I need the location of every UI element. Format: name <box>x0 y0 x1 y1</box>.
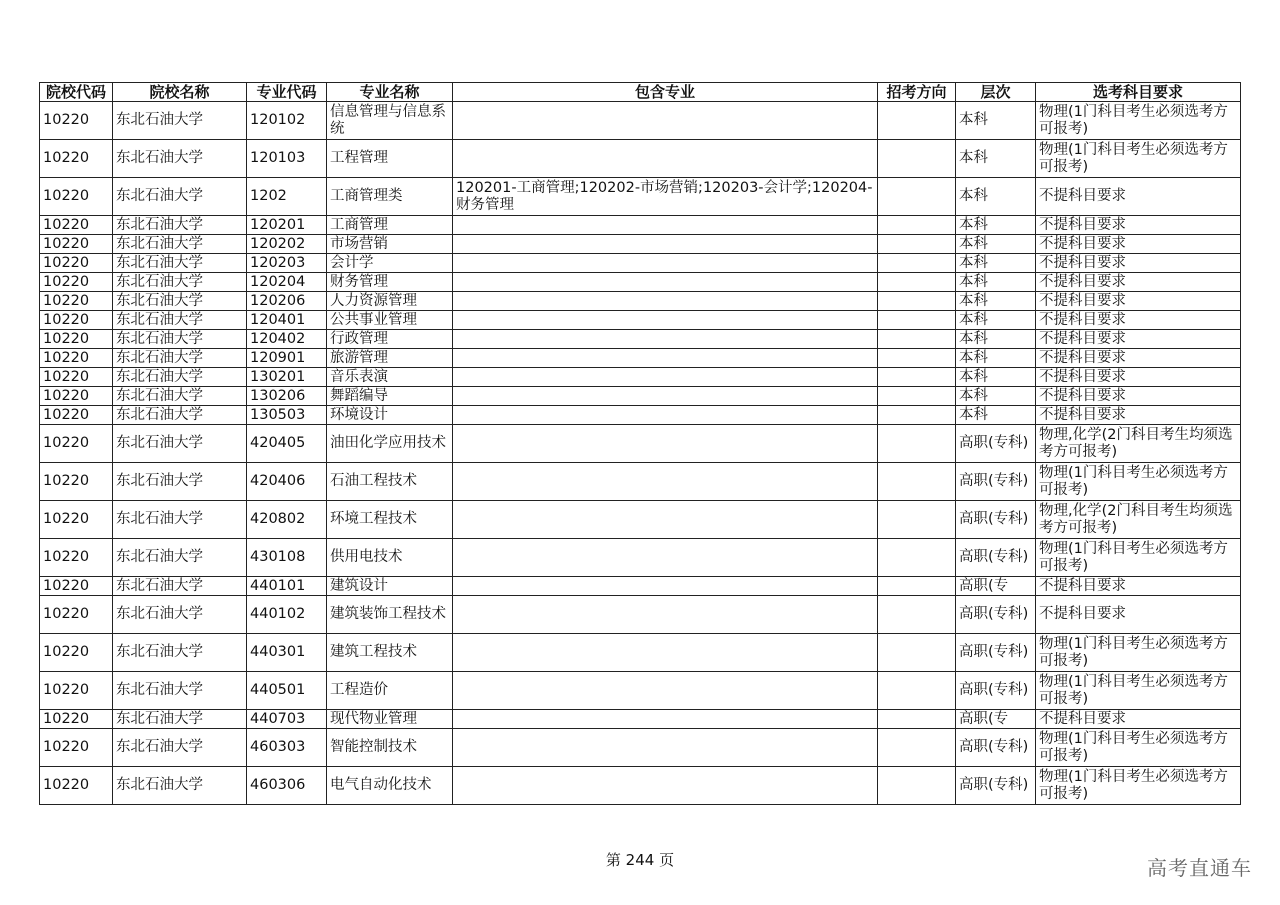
table-cell: 东北石油大学 <box>113 767 247 805</box>
table-cell: 120203 <box>247 254 327 273</box>
table-cell: 高职(专科) <box>956 539 1036 577</box>
table-cell: 东北石油大学 <box>113 463 247 501</box>
table-cell <box>878 292 956 311</box>
table-cell <box>453 235 878 254</box>
table-cell: 10220 <box>40 273 113 292</box>
table-cell <box>453 729 878 767</box>
table-cell: 1202 <box>247 178 327 216</box>
table-cell: 不提科目要求 <box>1036 216 1241 235</box>
table-cell: 不提科目要求 <box>1036 577 1241 596</box>
table-cell: 现代物业管理 <box>327 710 453 729</box>
table-cell <box>453 539 878 577</box>
table-cell <box>453 349 878 368</box>
table-cell: 130503 <box>247 406 327 425</box>
table-cell: 高职(专科) <box>956 596 1036 634</box>
table-cell: 建筑设计 <box>327 577 453 596</box>
table-cell: 会计学 <box>327 254 453 273</box>
table-cell: 高职(专 <box>956 577 1036 596</box>
table-cell <box>878 216 956 235</box>
table-cell: 人力资源管理 <box>327 292 453 311</box>
table-cell: 物理(1门科目考生必须选考方可报考) <box>1036 767 1241 805</box>
table-cell: 物理(1门科目考生必须选考方可报考) <box>1036 463 1241 501</box>
table-cell: 10220 <box>40 406 113 425</box>
table-cell <box>453 140 878 178</box>
table-cell: 10220 <box>40 235 113 254</box>
table-cell: 市场营销 <box>327 235 453 254</box>
table-cell: 音乐表演 <box>327 368 453 387</box>
table-cell: 不提科目要求 <box>1036 178 1241 216</box>
table-cell: 东北石油大学 <box>113 178 247 216</box>
table-cell: 不提科目要求 <box>1036 273 1241 292</box>
table-cell: 东北石油大学 <box>113 387 247 406</box>
table-cell: 本科 <box>956 406 1036 425</box>
table-cell <box>878 140 956 178</box>
table-cell <box>878 273 956 292</box>
table-row <box>40 330 1241 349</box>
table-cell <box>453 577 878 596</box>
table-cell: 10220 <box>40 387 113 406</box>
table-cell: 10220 <box>40 368 113 387</box>
table-cell: 本科 <box>956 216 1036 235</box>
table-cell <box>453 406 878 425</box>
table-cell: 建筑工程技术 <box>327 634 453 672</box>
table-cell: 10220 <box>40 292 113 311</box>
table-cell: 10220 <box>40 349 113 368</box>
table-cell: 10220 <box>40 729 113 767</box>
table-cell <box>878 254 956 273</box>
table-cell <box>453 501 878 539</box>
table-cell: 东北石油大学 <box>113 235 247 254</box>
table-cell: 东北石油大学 <box>113 672 247 710</box>
table-cell: 东北石油大学 <box>113 634 247 672</box>
table-cell: 不提科目要求 <box>1036 368 1241 387</box>
table-cell: 东北石油大学 <box>113 710 247 729</box>
table-cell: 高职(专科) <box>956 767 1036 805</box>
table-row <box>40 539 1241 577</box>
table-cell: 本科 <box>956 330 1036 349</box>
table-cell: 10220 <box>40 710 113 729</box>
table-cell: 本科 <box>956 387 1036 406</box>
table-cell: 130201 <box>247 368 327 387</box>
table-body <box>40 102 1241 805</box>
table-cell <box>878 729 956 767</box>
table-row <box>40 463 1241 501</box>
table-cell: 东北石油大学 <box>113 330 247 349</box>
table-cell: 工商管理 <box>327 216 453 235</box>
table-row <box>40 178 1241 216</box>
table-cell: 440301 <box>247 634 327 672</box>
table-cell: 东北石油大学 <box>113 140 247 178</box>
column-header: 专业代码 <box>247 83 327 102</box>
table-cell: 东北石油大学 <box>113 596 247 634</box>
table-cell: 10220 <box>40 254 113 273</box>
table-cell: 440102 <box>247 596 327 634</box>
table-row <box>40 235 1241 254</box>
table-cell: 东北石油大学 <box>113 729 247 767</box>
table-cell: 120204 <box>247 273 327 292</box>
table-cell <box>453 102 878 140</box>
table-cell: 信息管理与信息系统 <box>327 102 453 140</box>
table-cell: 10220 <box>40 425 113 463</box>
table-row <box>40 102 1241 140</box>
table-cell <box>453 292 878 311</box>
table-cell: 建筑装饰工程技术 <box>327 596 453 634</box>
table-cell: 120202 <box>247 235 327 254</box>
table-cell: 物理(1门科目考生必须选考方可报考) <box>1036 539 1241 577</box>
column-header: 包含专业 <box>453 83 878 102</box>
table-cell: 不提科目要求 <box>1036 254 1241 273</box>
table-cell: 本科 <box>956 140 1036 178</box>
table-cell <box>453 634 878 672</box>
table-cell <box>878 672 956 710</box>
table-cell: 物理,化学(2门科目考生均须选考方可报考) <box>1036 425 1241 463</box>
table-cell: 10220 <box>40 767 113 805</box>
table-cell <box>878 178 956 216</box>
table-cell: 物理(1门科目考生必须选考方可报考) <box>1036 102 1241 140</box>
enrollment-table <box>39 82 1241 805</box>
table-cell: 不提科目要求 <box>1036 710 1241 729</box>
table-cell: 10220 <box>40 463 113 501</box>
table-cell: 本科 <box>956 349 1036 368</box>
table-row <box>40 634 1241 672</box>
table-row <box>40 311 1241 330</box>
table-cell: 不提科目要求 <box>1036 292 1241 311</box>
table-cell: 420802 <box>247 501 327 539</box>
table-cell: 高职(专科) <box>956 634 1036 672</box>
column-header: 层次 <box>956 83 1036 102</box>
table-cell: 供用电技术 <box>327 539 453 577</box>
table-cell: 舞蹈编导 <box>327 387 453 406</box>
table-cell: 10220 <box>40 102 113 140</box>
table-cell <box>878 710 956 729</box>
table-cell <box>878 425 956 463</box>
watermark-text: 高考直通车 <box>1147 856 1252 880</box>
table-cell: 本科 <box>956 273 1036 292</box>
table-cell <box>878 634 956 672</box>
table-row <box>40 577 1241 596</box>
table-cell: 工商管理类 <box>327 178 453 216</box>
table-row <box>40 406 1241 425</box>
table-cell: 120103 <box>247 140 327 178</box>
table-row <box>40 596 1241 634</box>
table-cell <box>453 672 878 710</box>
table-cell: 旅游管理 <box>327 349 453 368</box>
table-cell <box>878 463 956 501</box>
table-cell: 10220 <box>40 672 113 710</box>
table-cell <box>878 330 956 349</box>
table-cell: 高职(专科) <box>956 672 1036 710</box>
column-header: 招考方向 <box>878 83 956 102</box>
table-cell <box>453 710 878 729</box>
table-cell <box>453 254 878 273</box>
column-header: 院校名称 <box>113 83 247 102</box>
table-cell: 高职(专科) <box>956 425 1036 463</box>
table-cell <box>453 463 878 501</box>
table-cell: 440703 <box>247 710 327 729</box>
table-cell: 工程管理 <box>327 140 453 178</box>
table-cell: 公共事业管理 <box>327 311 453 330</box>
table-cell <box>878 767 956 805</box>
table-cell: 东北石油大学 <box>113 216 247 235</box>
table-cell: 本科 <box>956 235 1036 254</box>
table-cell: 东北石油大学 <box>113 368 247 387</box>
table-cell: 460303 <box>247 729 327 767</box>
table-cell <box>453 767 878 805</box>
table-cell: 东北石油大学 <box>113 102 247 140</box>
table-cell <box>453 425 878 463</box>
table-cell: 物理(1门科目考生必须选考方可报考) <box>1036 729 1241 767</box>
page-number: 第 244 页 <box>605 851 675 869</box>
table-cell: 10220 <box>40 311 113 330</box>
table-cell: 油田化学应用技术 <box>327 425 453 463</box>
table-cell: 智能控制技术 <box>327 729 453 767</box>
table-cell: 东北石油大学 <box>113 254 247 273</box>
table-cell <box>878 349 956 368</box>
table-cell: 440501 <box>247 672 327 710</box>
table-cell <box>453 330 878 349</box>
table-cell <box>878 539 956 577</box>
table-cell <box>878 406 956 425</box>
table-cell <box>878 577 956 596</box>
table-cell: 电气自动化技术 <box>327 767 453 805</box>
table-row <box>40 387 1241 406</box>
table-cell: 120901 <box>247 349 327 368</box>
table-cell: 不提科目要求 <box>1036 596 1241 634</box>
table-cell: 10220 <box>40 216 113 235</box>
table-cell <box>878 368 956 387</box>
table-cell: 10220 <box>40 634 113 672</box>
table-cell: 10220 <box>40 501 113 539</box>
table-cell <box>878 501 956 539</box>
table-cell: 物理(1门科目考生必须选考方可报考) <box>1036 672 1241 710</box>
table-cell: 工程造价 <box>327 672 453 710</box>
table-cell: 430108 <box>247 539 327 577</box>
column-header: 选考科目要求 <box>1036 83 1241 102</box>
table-row <box>40 767 1241 805</box>
table-cell: 东北石油大学 <box>113 425 247 463</box>
table-cell <box>878 596 956 634</box>
table-cell <box>878 311 956 330</box>
table-cell: 石油工程技术 <box>327 463 453 501</box>
table-cell: 不提科目要求 <box>1036 406 1241 425</box>
table-row <box>40 254 1241 273</box>
table-cell: 物理(1门科目考生必须选考方可报考) <box>1036 140 1241 178</box>
table-cell <box>453 311 878 330</box>
table-cell: 10220 <box>40 539 113 577</box>
table-cell <box>878 102 956 140</box>
table-cell <box>878 387 956 406</box>
table-row <box>40 292 1241 311</box>
table-cell: 不提科目要求 <box>1036 330 1241 349</box>
column-header: 专业名称 <box>327 83 453 102</box>
table-cell: 130206 <box>247 387 327 406</box>
table-cell: 物理,化学(2门科目考生均须选考方可报考) <box>1036 501 1241 539</box>
table-cell: 不提科目要求 <box>1036 349 1241 368</box>
table-cell: 不提科目要求 <box>1036 387 1241 406</box>
table-cell <box>453 273 878 292</box>
table-cell <box>453 216 878 235</box>
table-cell: 高职(专科) <box>956 463 1036 501</box>
table-cell: 10220 <box>40 140 113 178</box>
table-cell: 10220 <box>40 577 113 596</box>
table-cell: 不提科目要求 <box>1036 235 1241 254</box>
table-cell: 财务管理 <box>327 273 453 292</box>
table-row <box>40 349 1241 368</box>
table-cell: 10220 <box>40 330 113 349</box>
table-cell: 420406 <box>247 463 327 501</box>
table-cell: 东北石油大学 <box>113 292 247 311</box>
table-row <box>40 729 1241 767</box>
table-cell: 东北石油大学 <box>113 273 247 292</box>
table-row <box>40 672 1241 710</box>
table-cell: 440101 <box>247 577 327 596</box>
table-cell: 东北石油大学 <box>113 577 247 596</box>
table-cell: 高职(专科) <box>956 729 1036 767</box>
table-cell: 120206 <box>247 292 327 311</box>
table-row <box>40 710 1241 729</box>
table-cell: 10220 <box>40 596 113 634</box>
table-cell: 本科 <box>956 311 1036 330</box>
table-row <box>40 501 1241 539</box>
table-cell: 行政管理 <box>327 330 453 349</box>
table-cell: 120201-工商管理;120202-市场营销;120203-会计学;120204-财务管理 <box>453 178 878 216</box>
table-row <box>40 216 1241 235</box>
table-cell: 420405 <box>247 425 327 463</box>
table-cell <box>453 368 878 387</box>
table-row <box>40 368 1241 387</box>
table-cell: 不提科目要求 <box>1036 311 1241 330</box>
table-header-row <box>40 83 1241 102</box>
table-cell: 环境设计 <box>327 406 453 425</box>
table-cell: 东北石油大学 <box>113 539 247 577</box>
table-cell: 10220 <box>40 178 113 216</box>
table-row <box>40 140 1241 178</box>
table-cell: 高职(专科) <box>956 501 1036 539</box>
table-cell: 物理(1门科目考生必须选考方可报考) <box>1036 634 1241 672</box>
table-row <box>40 273 1241 292</box>
table-cell: 东北石油大学 <box>113 406 247 425</box>
table-cell <box>453 387 878 406</box>
table-cell: 东北石油大学 <box>113 311 247 330</box>
table-cell: 本科 <box>956 254 1036 273</box>
table-cell: 本科 <box>956 292 1036 311</box>
table-cell: 东北石油大学 <box>113 501 247 539</box>
table-cell <box>453 596 878 634</box>
table-cell: 120102 <box>247 102 327 140</box>
column-header: 院校代码 <box>40 83 113 102</box>
table-cell: 本科 <box>956 178 1036 216</box>
table-cell: 东北石油大学 <box>113 349 247 368</box>
table-cell: 120402 <box>247 330 327 349</box>
table-cell: 环境工程技术 <box>327 501 453 539</box>
table-cell: 120201 <box>247 216 327 235</box>
table-cell: 460306 <box>247 767 327 805</box>
table-cell: 高职(专 <box>956 710 1036 729</box>
table-cell: 本科 <box>956 368 1036 387</box>
table-row <box>40 425 1241 463</box>
table-cell <box>878 235 956 254</box>
table-cell: 120401 <box>247 311 327 330</box>
table-cell: 本科 <box>956 102 1036 140</box>
